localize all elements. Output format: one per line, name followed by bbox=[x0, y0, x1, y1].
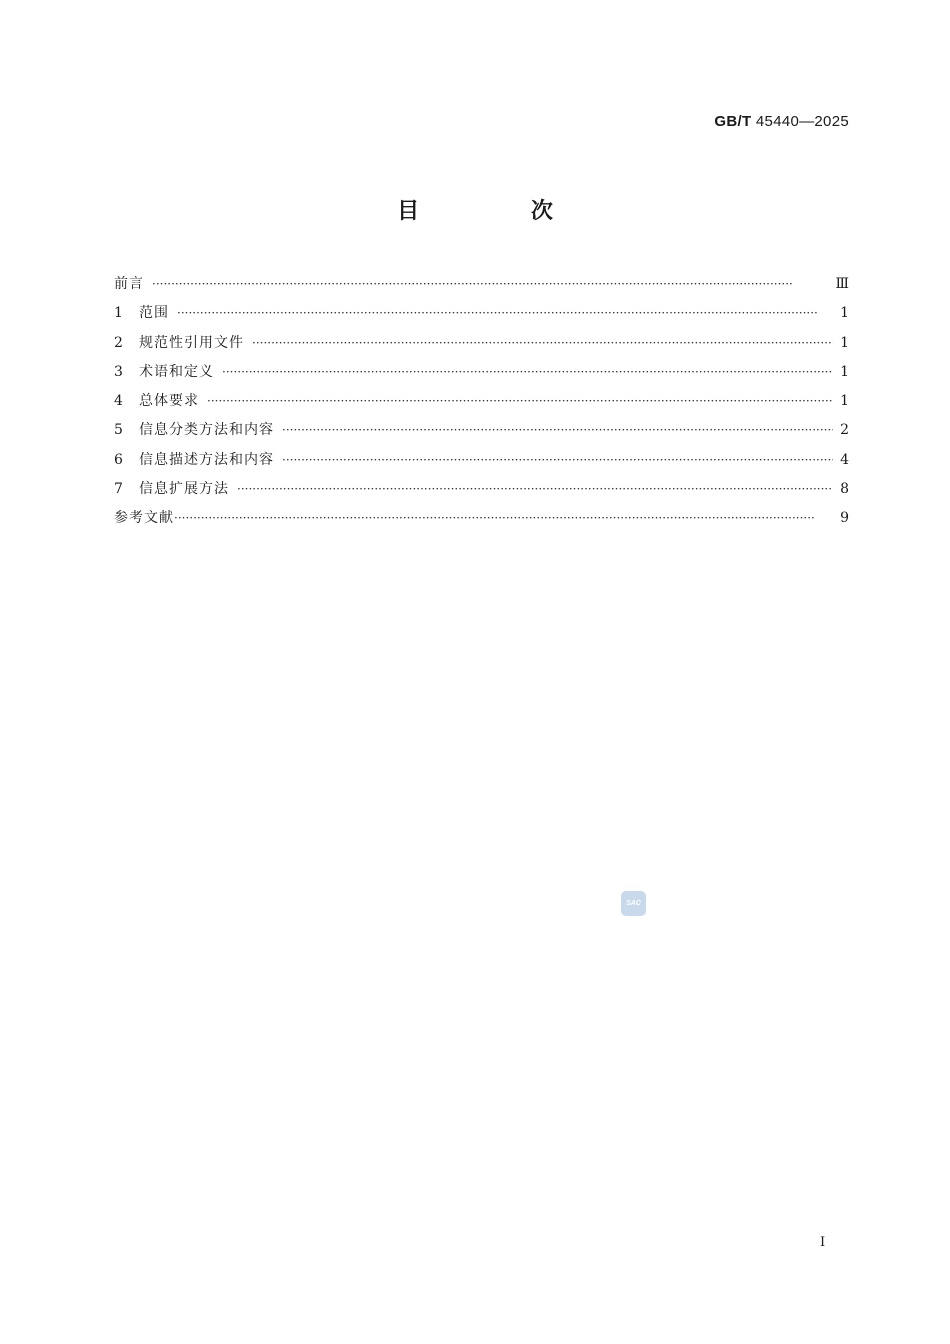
toc-entry-number: 5 bbox=[114, 422, 123, 439]
toc-entry-extension[interactable] bbox=[114, 477, 849, 506]
toc-entry-page: 1 bbox=[840, 363, 849, 380]
toc-entry-page: 9 bbox=[840, 510, 849, 527]
standard-code: 45440—2025 bbox=[755, 113, 849, 130]
toc-leader-dots bbox=[282, 448, 833, 472]
toc-entry-general-requirements[interactable] bbox=[114, 389, 849, 418]
toc-entry-label: 信息描述方法和内容 bbox=[139, 451, 274, 468]
toc-entry-classification[interactable] bbox=[114, 418, 849, 447]
toc-entry-scope[interactable] bbox=[114, 301, 849, 330]
toc-entry-label: 规范性引用文件 bbox=[139, 334, 244, 351]
sac-watermark-logo: SAC bbox=[621, 891, 646, 916]
toc-entry-label: 前言 bbox=[114, 276, 144, 292]
toc-leader-dots bbox=[177, 301, 833, 325]
toc-entry-page: 4 bbox=[840, 451, 849, 468]
toc-entry-page: 1 bbox=[840, 305, 849, 322]
page-number: I bbox=[820, 1235, 826, 1250]
toc-leader-dots bbox=[174, 506, 833, 530]
toc-entry-number: 4 bbox=[114, 393, 123, 410]
toc-entry-number: 1 bbox=[114, 305, 123, 322]
toc-entry-number: 2 bbox=[114, 334, 123, 351]
toc-leader-dots bbox=[152, 272, 829, 296]
standard-number bbox=[714, 113, 849, 130]
toc-entry-label: 术语和定义 bbox=[139, 363, 214, 380]
toc-entry-number: 3 bbox=[114, 363, 123, 380]
toc-entry-page: 2 bbox=[840, 422, 849, 439]
toc-leader-dots bbox=[207, 389, 833, 413]
toc-entry-description[interactable] bbox=[114, 448, 849, 477]
toc-leader-dots bbox=[237, 477, 833, 501]
toc-leader-dots bbox=[252, 331, 833, 355]
toc-entry-label: 信息分类方法和内容 bbox=[139, 422, 274, 439]
toc-title: 目 次 bbox=[397, 199, 605, 224]
toc-entry-page: 8 bbox=[840, 481, 849, 498]
toc-entry-normative-references[interactable] bbox=[114, 331, 849, 360]
toc-entry-label: 范围 bbox=[139, 305, 169, 322]
toc-leader-dots bbox=[282, 418, 833, 442]
table-of-contents bbox=[114, 272, 849, 536]
toc-entry-number: 6 bbox=[114, 451, 123, 468]
toc-entry-page: 1 bbox=[840, 393, 849, 410]
toc-entry-bibliography[interactable] bbox=[114, 506, 849, 535]
toc-entry-terms-definitions[interactable] bbox=[114, 360, 849, 389]
toc-entry-page: Ⅲ bbox=[835, 276, 849, 292]
toc-leader-dots bbox=[222, 360, 833, 384]
toc-entry-label: 参考文献 bbox=[114, 510, 174, 527]
toc-entry-label: 信息扩展方法 bbox=[139, 481, 229, 498]
toc-entry-number: 7 bbox=[114, 481, 123, 498]
toc-entry-foreword[interactable] bbox=[114, 272, 849, 301]
toc-entry-page: 1 bbox=[840, 334, 849, 351]
standard-prefix: GB/T bbox=[714, 113, 752, 130]
toc-entry-label: 总体要求 bbox=[139, 393, 199, 410]
